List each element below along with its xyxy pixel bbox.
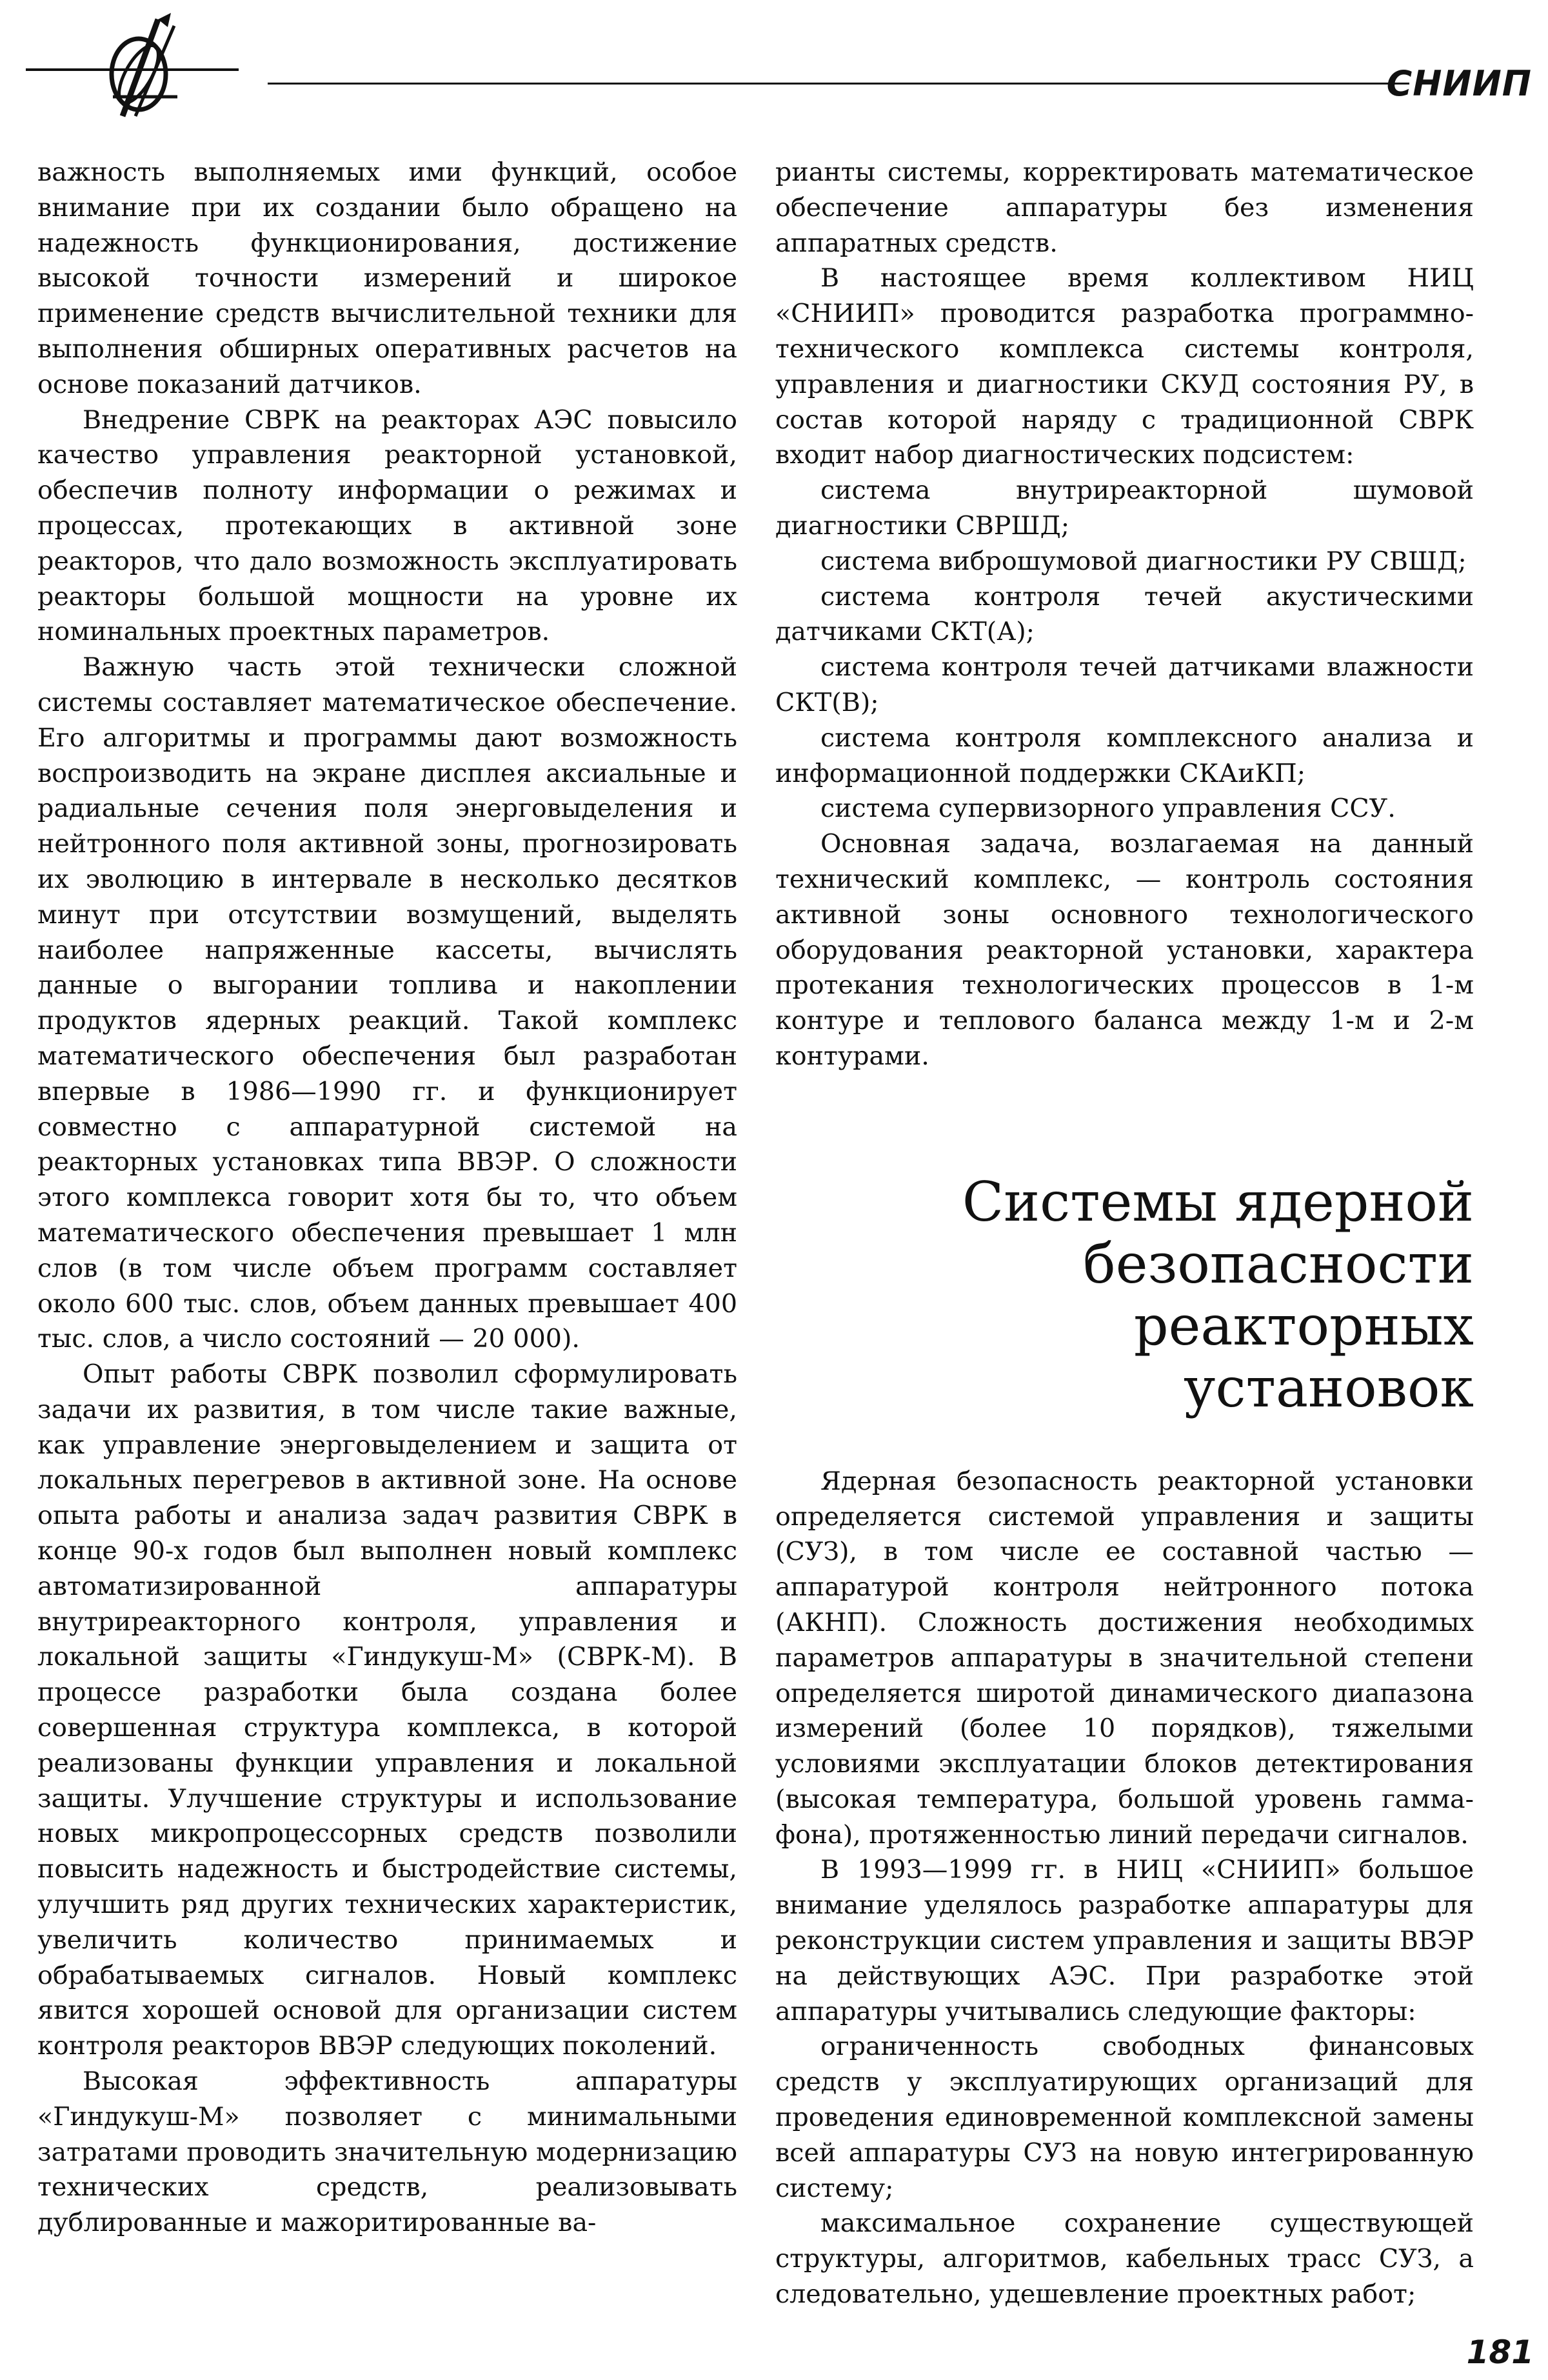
- list-item: система контроля течей акустическими датчиками СКТ(А);: [775, 581, 1474, 647]
- page-number: 181: [1466, 2334, 1534, 2371]
- list-item: система виброшумовой диагностики РУ СВШД;: [820, 546, 1467, 576]
- paragraph: важность выполняемых ими функций, особое внимание при их создании было обращено на надежность функционирования, достижение высокой точности измерений и широкое применение средств вычислительной техники для выполнения обширных оперативных расчетов на основе показаний датчиков.: [37, 157, 737, 399]
- list-item: система супервизорного управления ССУ.: [820, 794, 1396, 824]
- sniip-logo-icon: [26, 13, 258, 129]
- section-title-line: Системы ядерной: [962, 1170, 1474, 1234]
- paragraph: В настоящее время коллективом НИЦ «СНИИП» проводится разработка программно-технического комплекса системы контроля, управления и диагностики СКУД состояния РУ, в состав которой наряду с традиционной СВРК входит набор диагностических подсистем:: [775, 263, 1474, 470]
- left-column: [37, 155, 737, 2241]
- paragraph: Основная задача, возлагаемая на данный технический комплекс, — контроль состояния активной зоны основного технологического оборудования реакторной установки, характера протекания технологических процессов в 1-м контуре и теплового баланса между 1-м и 2-м контурами.: [775, 829, 1474, 1071]
- right-column: [775, 155, 1474, 2312]
- page-header: [26, 13, 1535, 129]
- section-title: [775, 1171, 1474, 1419]
- list-item: максимальное сохранение существующей структуры, алгоритмов, кабельных трасс СУЗ, а следовательно, удешевление проектных работ;: [775, 2208, 1474, 2310]
- list-item: система внутриреакторной шумовой диагностики СВРШД;: [775, 475, 1474, 541]
- header-rule: [268, 83, 1409, 85]
- list-item: система контроля течей датчиками влажности СКТ(В);: [775, 652, 1474, 717]
- list-item: система контроля комплексного анализа и информационной поддержки СКАиКП;: [775, 723, 1474, 788]
- section-title-line: безопасности реакторных: [1083, 1232, 1474, 1357]
- brand-name: СНИИП: [1386, 63, 1532, 104]
- paragraph: Важную часть этой технически сложной системы составляет математическое обеспечение. Его алгоритмы и программы дают возможность воспроизводить на экране дисплея аксиальные и радиальные сечения поля энерговыделения и нейтронного поля активной зоны, прогнозировать их эволюцию в интервале в несколько десятков минут при отсутствии возмущений, выделять наиболее напряженные кассеты, вычислять данные о выгорании топлива и накоплении продуктов ядерных реакций. Такой комплекс математического обеспечения был разработан впервые в 1986—1990 гг. и функционирует совместно с аппаратурной системой на реакторных установках типа ВВЭР. О сложности этого комплекса говорит хотя бы то, что объем математического обеспечения превышает 1 млн слов (в том числе объем программ составляет около 600 тыс. слов, объем данных превышает 400 тыс. слов, а число состояний — 20 000).: [37, 652, 737, 1354]
- paragraph: Ядерная безопасность реакторной установки определяется системой управления и защиты (СУЗ), в том числе ее составной частью — аппаратурой контроля нейтронного потока (АКНП). Сложность достижения необходимых параметров аппаратуры в значительной степени определяется широтой динамического диапазона измерений (более 10 порядков), тяжелыми условиями эксплуатации блоков детектирования (высокая температура, большой уровень гамма-фона), протяженностью линий передачи сигналов.: [775, 1466, 1474, 1850]
- list-item: ограниченность свободных финансовых средств у эксплуатирующих организаций для проведения единовременной комплексной замены всей аппаратуры СУЗ на новую интегрированную систему;: [775, 2032, 1474, 2203]
- section-title-line: установок: [1184, 1355, 1474, 1419]
- paragraph: Высокая эффективность аппаратуры «Гиндукуш-М» позволяет с минимальными затратами проводить значительную модернизацию технических средств, реализовывать дублированные и мажоритированные ва-: [37, 2066, 737, 2238]
- paragraph: Внедрение СВРК на реакторах АЭС повысило качество управления реакторной установкой, обеспечив полноту информации о режимах и процессах, протекающих в активной зоне реакторов, что дало возможность эксплуатировать реакторы большой мощности на уровне их номинальных проектных параметров.: [37, 405, 737, 647]
- paragraph: рианты системы, корректировать математическое обеспечение аппаратуры без изменения аппаратных средств.: [775, 157, 1474, 258]
- paragraph: В 1993—1999 гг. в НИЦ «СНИИП» большое внимание уделялось разработке аппаратуры для реконструкции систем управления и защиты ВВЭР на действующих АЭС. При разработке этой аппаратуры учитывались следующие факторы:: [775, 1855, 1474, 2026]
- paragraph: Опыт работы СВРК позволил сформулировать задачи их развития, в том числе такие важные, как управление энерговыделением и защита от локальных перегревов в активной зоне. На основе опыта работы и анализа задач развития СВРК в конце 90-х годов был выполнен новый комплекс автоматизированной аппаратуры внутриреакторного контроля, управления и локальной защиты «Гиндукуш-М» (СВРК-М). В процессе разработки была создана более совершенная структура комплекса, в которой реализованы функции управления и локальной защиты. Улучшение структуры и использование новых микропроцессорных средств позволили повысить надежность и быстродействие системы, улучшить ряд других технических характеристик, увеличить количество принимаемых и обрабатываемых сигналов. Новый комплекс явится хорошей основой для организации систем контроля реакторов ВВЭР следующих поколений.: [37, 1359, 737, 2061]
